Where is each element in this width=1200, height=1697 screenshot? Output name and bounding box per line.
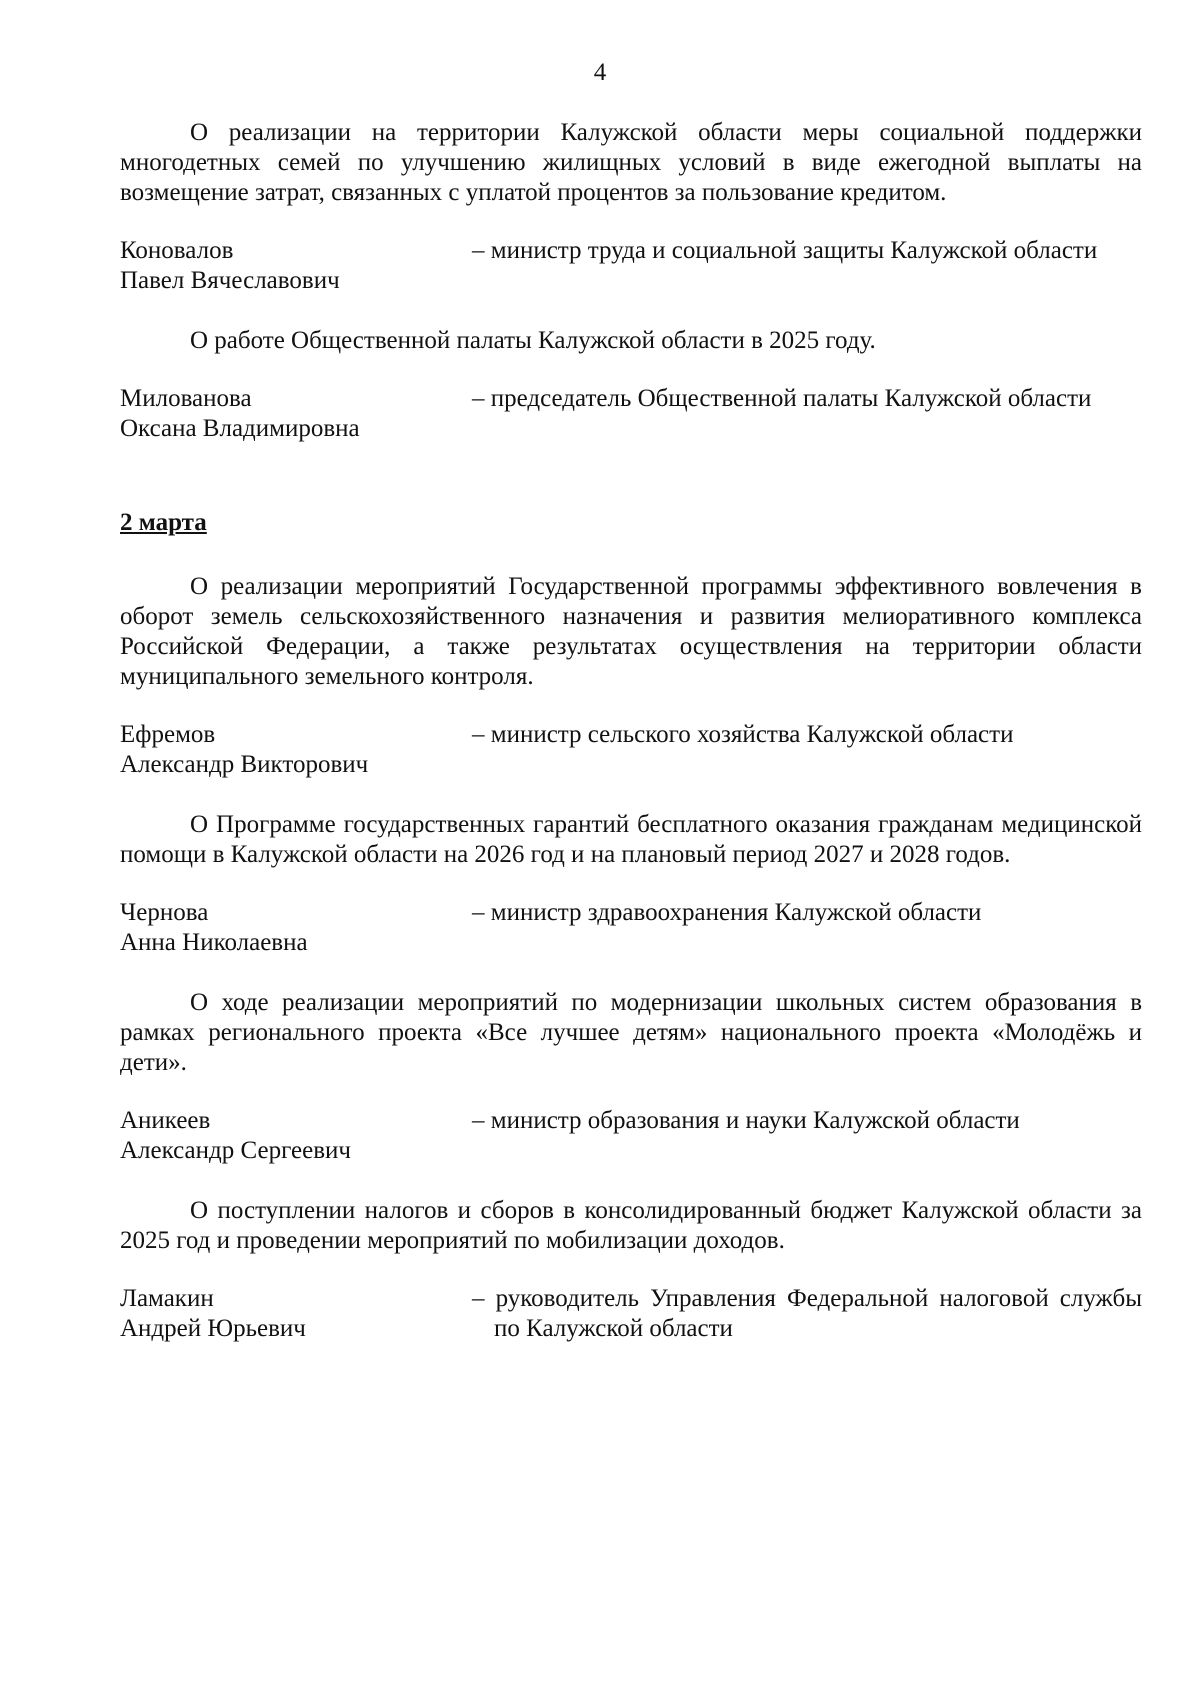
speaker-role: – председатель Общественной палаты Калужской области	[472, 385, 1092, 412]
agenda-topic: О реализации мероприятий Государственной программы эффективного вовлечения в оборот земель сельскохозяйственного назначения и развития мелиоративного комплекса Российской Федерации, а также результатах осуществления на территории области муниципального земельного контроля.	[120, 573, 1142, 690]
speaker-role: – министр образования и науки Калужской области	[472, 1107, 1020, 1134]
speaker-surname: Чернова	[120, 899, 209, 926]
speaker-surname: Ламакин	[120, 1285, 214, 1312]
speaker-row	[120, 1106, 1142, 1166]
speaker-surname: Коновалов	[120, 237, 234, 264]
speaker-name	[120, 236, 472, 296]
speaker-name	[120, 1106, 472, 1166]
speaker-name	[120, 1284, 472, 1344]
agenda-topic: О работе Общественной палаты Калужской области в 2025 году.	[190, 327, 876, 354]
speaker-row	[120, 1284, 1142, 1344]
speaker-role: – министр сельского хозяйства Калужской области	[472, 721, 1014, 748]
speaker-row	[120, 236, 1142, 296]
page-number: 4	[593, 59, 607, 86]
speaker-role: – руководитель Управления Федеральной налоговой службы по Калужской области	[472, 1285, 1142, 1342]
speaker-role: – министр труда и социальной защиты Калужской области	[472, 237, 1098, 264]
speaker-given-names: Александр Викторович	[120, 751, 369, 778]
speaker-given-names: Александр Сергеевич	[120, 1137, 351, 1164]
agenda-topic: О поступлении налогов и сборов в консолидированный бюджет Калужской области за 2025 год и проведении мероприятий по мобилизации доходов.	[120, 1197, 1142, 1254]
speaker-given-names: Анна Николаевна	[120, 929, 308, 956]
speaker-surname: Ефремов	[120, 721, 216, 748]
speaker-surname: Милованова	[120, 385, 252, 412]
speaker-given-names: Андрей Юрьевич	[120, 1315, 306, 1342]
speaker-surname: Аникеев	[120, 1107, 211, 1134]
agenda-topic: О Программе государственных гарантий бесплатного оказания гражданам медицинской помощи в Калужской области на 2026 год и на плановый период 2027 и 2028 годов.	[120, 811, 1142, 868]
agenda-topic: О реализации на территории Калужской области меры социальной поддержки многодетных семей по улучшению жилищных условий в виде ежегодной выплаты на возмещение затрат, связанных с уплатой процентов за пользование кредитом.	[120, 119, 1142, 206]
speaker-role: – министр здравоохранения Калужской области	[472, 899, 982, 926]
speaker-given-names: Оксана Владимировна	[120, 415, 360, 442]
speaker-row	[120, 720, 1142, 780]
date-heading: 2 марта	[120, 509, 207, 536]
speaker-name	[120, 898, 472, 958]
speaker-row	[120, 898, 1142, 958]
agenda-topic: О ходе реализации мероприятий по модернизации школьных систем образования в рамках регионального проекта «Все лучшее детям» национального проекта «Молодёжь и дети».	[120, 989, 1142, 1076]
speaker-name	[120, 384, 472, 444]
document-body	[120, 118, 1142, 1344]
speaker-given-names: Павел Вячеславович	[120, 267, 340, 294]
speaker-name	[120, 720, 472, 780]
speaker-row	[120, 384, 1142, 444]
